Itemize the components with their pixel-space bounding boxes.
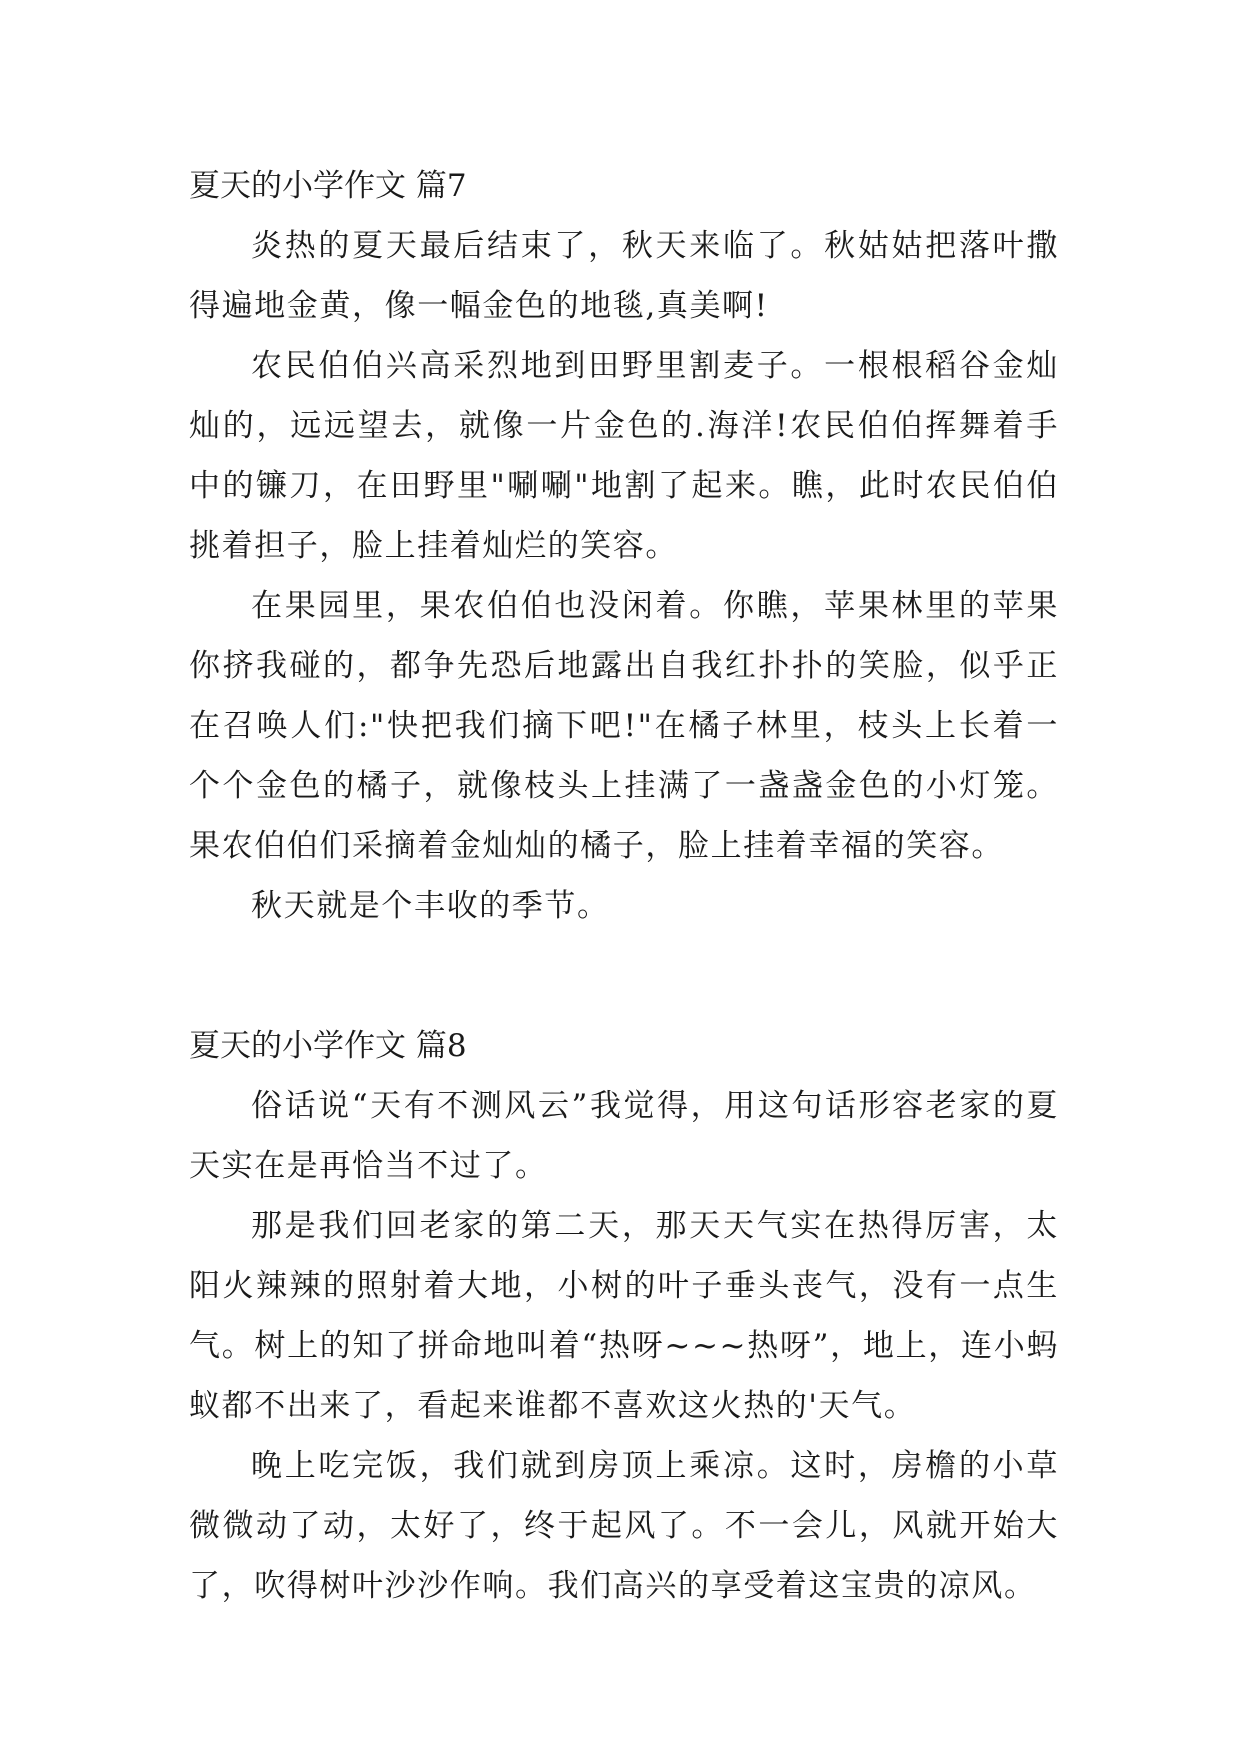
section-title: 夏天的小学作文 篇7	[189, 168, 467, 204]
paragraph: 在果园里，果农伯伯也没闲着。你瞧，苹果林里的苹果你挤我碰的，都争先恐后地露出自我红扑扑的笑脸，似乎正在召唤人们:"快把我们摘下吧!"在橘子林里，枝头上长着一个个金色的橘子，就像枝头上挂满了一盏盏金色的小灯笼。果农伯伯们采摘着金灿灿的橘子，脸上挂着幸福的笑容。	[189, 588, 1059, 864]
paragraph: 那是我们回老家的第二天，那天天气实在热得厉害，太阳火辣辣的照射着大地，小树的叶子垂头丧气，没有一点生气。树上的知了拼命地叫着“热呀~~~热呀”，地上，连小蚂蚁都不出来了，看起来谁都不喜欢这火热的'天气。	[189, 1208, 1059, 1424]
paragraph: 农民伯伯兴高采烈地到田野里割麦子。一根根稻谷金灿灿的，远远望去，就像一片金色的.海洋!农民伯伯挥舞着手中的镰刀，在田野里"唰唰"地割了起来。瞧，此时农民伯伯挑着担子，脸上挂着灿烂的笑容。	[189, 348, 1059, 564]
section-spacer	[189, 936, 1059, 1016]
section-body	[189, 1076, 1059, 1616]
essay-section-7	[189, 156, 1059, 936]
paragraph: 秋天就是个丰收的季节。	[251, 888, 610, 924]
essay-section-8	[189, 1016, 1059, 1616]
paragraph: 晚上吃完饭，我们就到房顶上乘凉。这时，房檐的小草微微动了动，太好了，终于起风了。不一会儿，风就开始大了，吹得树叶沙沙作响。我们高兴的享受着这宝贵的凉风。	[189, 1448, 1059, 1604]
section-title: 夏天的小学作文 篇8	[189, 1028, 467, 1064]
paragraph: 俗话说“天有不测风云”我觉得，用这句话形容老家的夏天实在是再恰当不过了。	[189, 1088, 1059, 1184]
paragraph: 炎热的夏天最后结束了，秋天来临了。秋姑姑把落叶撒得遍地金黄，像一幅金色的地毯,真美啊!	[189, 228, 1059, 324]
document-page	[189, 156, 1059, 1616]
section-body	[189, 216, 1059, 936]
